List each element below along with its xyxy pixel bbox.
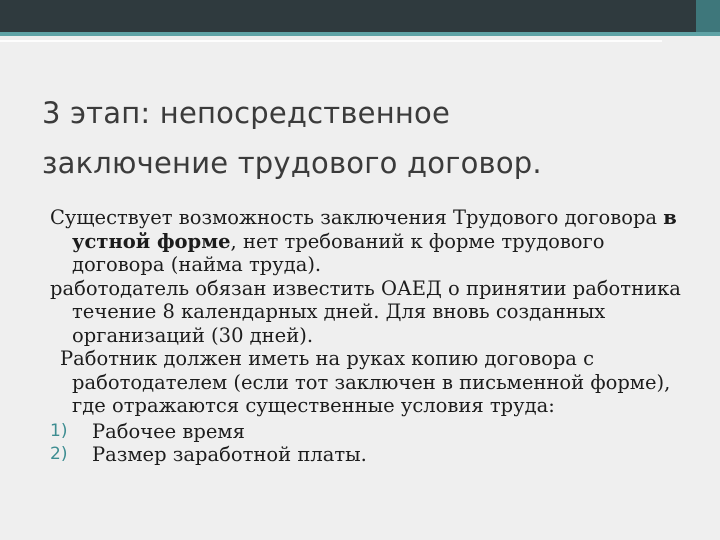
conditions-list [50, 420, 690, 467]
list-item-text: Размер заработной платы. [92, 443, 367, 466]
paragraph-employer-notice: работодатель обязан известить ОАЕД о принятии работника течение 8 календарных дней. Для вновь созданных организаций (30 дней). [50, 276, 681, 347]
list-item-text: Рабочее время [92, 419, 245, 443]
paragraph-contract-form [50, 206, 690, 277]
slide-title-line-1: 3 этап: непосредственное [42, 96, 451, 130]
slide-title-line-2: заключение трудового договор. [42, 146, 542, 180]
header-accent-stripe [0, 32, 720, 36]
list-item [50, 420, 690, 444]
header-corner-accent [696, 0, 720, 32]
header-bar [0, 0, 720, 32]
paragraph-contract-form-bold: в устной форме [72, 206, 677, 253]
paragraph-contract-form-start: Существует возможность заключения Трудового договора [50, 206, 664, 229]
list-item [50, 443, 690, 467]
list-item-number: 2) [50, 444, 68, 464]
slide-body [50, 206, 690, 467]
slide-title [42, 88, 682, 188]
paragraph-employee-copy: Работник должен иметь на руках копию договора с работодателем (если тот заключен в письменной форме), где отражаются существенные условия труда: [60, 347, 671, 417]
header-rule [0, 40, 662, 42]
list-item-number: 1) [50, 420, 68, 441]
paragraph-contract-form-end: , нет требований к форме трудового договора (найма труда). [72, 229, 605, 276]
